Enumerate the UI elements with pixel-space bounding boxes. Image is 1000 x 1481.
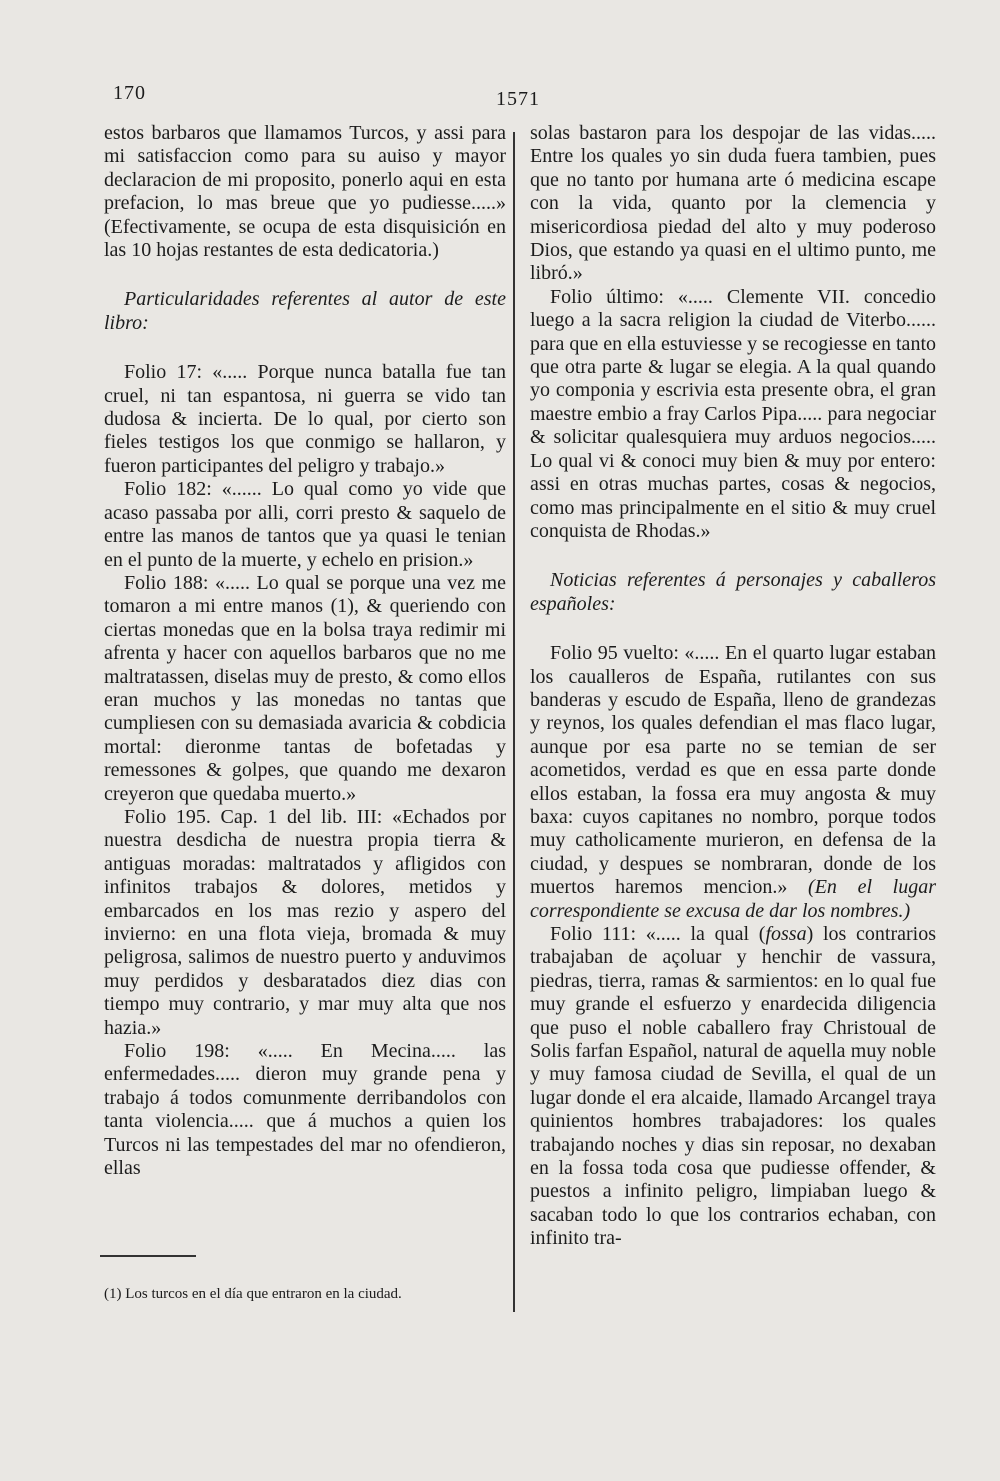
- footnote-rule: [100, 1255, 196, 1257]
- page-number: 170: [113, 82, 146, 104]
- paragraph-text: Folio 95 vuelto: «..... En el quarto lugar estaban los caualleros de España, rutilantes con sus banderas y escudo de España, lleno de grandezas y reynos, los quales defendian el mas flaco lugar, aunque por esa parte no se temian de ser acometidos, verdad es que en essa parte donde ellos estaban, la fossa era muy angosta & muy baxa: cuyos capitanes no nombro, porque todos muy catholicamente murieron, en defensa de la ciudad, y despues se nombraran, donde de los muertos haremos mencion.»: [530, 642, 936, 899]
- footnote: (1) Los turcos en el día que entraron en la ciudad.: [104, 1286, 402, 1302]
- paragraph: Folio 17: «..... Porque nunca batalla fue tan cruel, ni tan espantosa, ni guerra se vido tan dudosa & incierta. De lo qual, por cierto son fieles testigos los que conmigo se hallaron, y fueron participantes del peligro y trabajo.»: [104, 361, 506, 477]
- italic-note: (En el lugar correspondiente se excusa de dar los nombres.): [530, 876, 936, 922]
- paragraph: Folio 198: «..... En Mecina..... las enfermedades..... dieron muy grande pena y trabajo á todos comunmente derribandolos con tanta violencia..... que á muchos a quien los Turcos ni las tempestades del mar no ofendieron, ellas: [104, 1040, 506, 1180]
- paragraph: solas bastaron para los despojar de las vidas..... Entre los quales yo sin duda fuera tambien, pues que no tanto por humana arte ó medicina escape con la vida, quanto por la clemencia y misericordiosa piedad del alto y muy poderoso Dios, que estando ya quasi en el ultimo punto, me libró.»: [530, 122, 936, 285]
- paragraph: estos barbaros que llamamos Turcos, y assi para mi satisfaccion como para su auiso y mayor declaracion de mi proposito, ponerlo aqui en esta prefacion, lo mas breue que yo pudiesse.....» (Efectivamente, se ocupa de esta disquisición en las 10 hojas restantes de esta dedicatoria.): [104, 122, 506, 262]
- paragraph: [530, 923, 936, 1251]
- column-divider: [513, 132, 515, 1312]
- italic-word: fossa: [765, 923, 807, 945]
- right-column: [530, 122, 936, 1251]
- paragraph-text: ) los contrarios trabajaban de açoluar y henchir de vassura, piedras, tierra, ramas & sarmientos: en lo qual fue muy grande el esfuerzo y enardecida diligencia que puso el noble caballero fray Christoual de Solis farfan Español, natural de aquella muy noble y muy famosa ciudad de Sevilla, el qual de un lugar donde el era alcaide, llamado Arcangel traya quinientos hombres trabajadores: los quales trabajando noches y dias sin reposar, no dexaban en la fossa toda cosa que pudiesse offender, & puestos a infinito peligro, limpiaban luego & sacaban todo lo que los contrarios echaban, con infinito tra-: [530, 923, 936, 1250]
- paragraph-text: Folio 111: «..... la qual (: [550, 923, 766, 945]
- running-header-year: 1571: [496, 88, 540, 110]
- paragraph: Folio último: «..... Clemente VII. concedio luego a la sacra religion la ciudad de Viterbo...... para que en ella estuviesse y se recogiesse en tanto que otra parte & lugar se elegia. A la qual quando yo componia y escrivia esta presente obra, el gran maestre embio a fray Carlos Pipa..... para negociar & solicitar qualesquiera muy arduos negocios..... Lo qual vi & conoci muy bien & muy por entero: assi en otras muchas partes, cosas & negocios, como mas principalmente en el sitio & muy cruel conquista de Rhodas.»: [530, 285, 936, 542]
- paragraph: Folio 188: «..... Lo qual se porque una vez me tomaron a mi entre manos (1), & queriendo con ciertas monedas que en la bolsa traya redimir mi afrenta y hacer con aquellos barbaros que no me maltratassen, diselas muy de presto, & como ellos eran muchos y las monedas no tantas que cumpliesen con su demasiada avaricia & cobdicia mortal: dieronme tantas de bofetadas y remessones & golpes, que quando me dexaron creyeron que quedaba muerto.»: [104, 571, 506, 805]
- section-heading: Particularidades referentes al autor de este libro:: [104, 288, 506, 334]
- paragraph: Folio 182: «...... Lo qual como yo vide que acaso passaba por alli, corri presto & saquelo de entre las manos de tantos que ya quasi le tenian en el punto de la muerte, y echelo en prision.»: [104, 478, 506, 571]
- section-heading: Noticias referentes á personajes y caballeros españoles:: [530, 569, 936, 615]
- paragraph: Folio 195. Cap. 1 del lib. III: «Echados por nuestra desdicha de nuestra propia tierra & antiguas moradas: maltratados y afligidos con infinitos trabajos & dolores, metidos y embarcados en los mas rezio y aspero del invierno: en una flota vieja, bromada & muy peligrosa, salimos de nuestro puerto y anduvimos muy perdidos y desbaratados diez dias con tiempo muy contrario, y mar muy alta que nos hazia.»: [104, 805, 506, 1039]
- left-column: [104, 122, 506, 1180]
- paragraph: [530, 642, 936, 923]
